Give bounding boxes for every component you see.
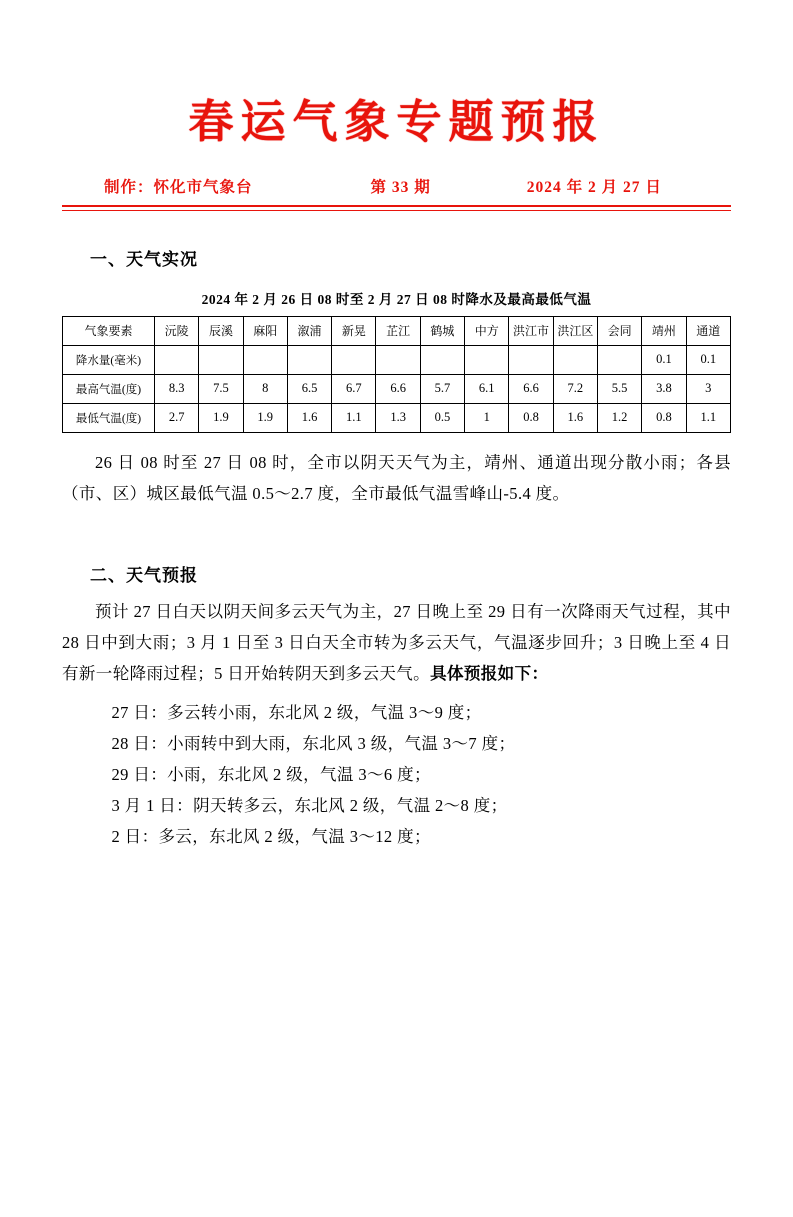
table-cell: 3.8 <box>642 374 686 403</box>
table-header-cell: 鹤城 <box>420 316 464 345</box>
document-page <box>0 95 793 1217</box>
table-header-cell: 溆浦 <box>287 316 331 345</box>
table-cell <box>155 345 199 374</box>
table-header-corner: 气象要素 <box>63 316 155 345</box>
section-heading-weather-forecast: 二、天气预报 <box>90 565 198 585</box>
table-cell <box>509 345 553 374</box>
table-header-cell: 靖州 <box>642 316 686 345</box>
table-cell: 5.7 <box>420 374 464 403</box>
table-row <box>63 345 731 374</box>
table-cell: 0.8 <box>642 403 686 432</box>
table-cell: 0.8 <box>509 403 553 432</box>
observation-paragraph: 26 日 08 时至 27 日 08 时，全市以阴天天气为主，靖州、通道出现分散小雨；各县（市、区）城区最低气温 0.5～2.7 度，全市最低气温雪峰山-5.4 度。 <box>62 452 731 503</box>
section-heading-weather-observation: 一、天气实况 <box>90 249 198 269</box>
table-cell: 6.5 <box>287 374 331 403</box>
table-cell: 1.9 <box>199 403 243 432</box>
table-header-cell: 芷江 <box>376 316 420 345</box>
table-cell: 7.5 <box>199 374 243 403</box>
table-cell <box>465 345 509 374</box>
table-cell: 1.1 <box>332 403 376 432</box>
table-cell: 1.6 <box>553 403 597 432</box>
table-cell: 6.1 <box>465 374 509 403</box>
divider-thick <box>62 205 731 207</box>
table-cell: 0.1 <box>642 345 686 374</box>
table-cell: 1.1 <box>686 403 730 432</box>
table-row <box>63 403 731 432</box>
table-cell <box>376 345 420 374</box>
table-header-cell: 洪江区 <box>553 316 597 345</box>
table-header-cell: 新晃 <box>332 316 376 345</box>
table-cell <box>597 345 641 374</box>
table-cell: 0.1 <box>686 345 730 374</box>
table-header-cell: 中方 <box>465 316 509 345</box>
weather-data-table <box>62 316 731 433</box>
daily-forecast-list <box>62 697 731 852</box>
forecast-intro-paragraph <box>62 596 731 689</box>
table-caption: 2024 年 2 月 26 日 08 时至 2 月 27 日 08 时降水及最高最低气温 <box>201 291 592 307</box>
producer-label: 制作：怀化市气象台 <box>104 179 253 196</box>
forecast-intro-text: 预计 27 日白天以阴天间多云天气为主，27 日晚上至 29 日有一次降雨天气过程，其中 28 日中到大雨；3 月 1 日至 3 日白天全市转为多云天气，气温逐步回升；3 日晚上至 4 日有新一轮降雨过程；5 日开始转阴天到多云天气。 <box>62 601 731 683</box>
table-header-cell: 会同 <box>597 316 641 345</box>
daily-forecast-item: 28 日：小雨转中到大雨，东北风 3 级，气温 3～7 度； <box>111 733 516 753</box>
table-header-cell: 沅陵 <box>155 316 199 345</box>
table-cell: 1.6 <box>287 403 331 432</box>
table-row <box>63 374 731 403</box>
table-cell: 1.2 <box>597 403 641 432</box>
table-cell <box>199 345 243 374</box>
table-header-cell: 麻阳 <box>243 316 287 345</box>
table-cell: 1.9 <box>243 403 287 432</box>
table-cell <box>332 345 376 374</box>
table-cell: 0.5 <box>420 403 464 432</box>
table-cell <box>553 345 597 374</box>
forecast-intro-emphasis: 具体预报如下： <box>430 663 549 683</box>
page-title: 春运气象专题预报 <box>188 97 605 147</box>
daily-forecast-item: 3 月 1 日：阴天转多云，东北风 2 级，气温 2～8 度； <box>111 795 508 815</box>
spacer <box>62 509 731 527</box>
table-header-cell: 辰溪 <box>199 316 243 345</box>
issue-date: 2024 年 2 月 27 日 <box>526 179 662 196</box>
table-cell: 8 <box>243 374 287 403</box>
masthead-meta <box>62 175 731 203</box>
table-row-label: 最低气温(度) <box>63 403 155 432</box>
table-cell <box>287 345 331 374</box>
table-row-label: 最高气温(度) <box>63 374 155 403</box>
issue-number: 第 33 期 <box>370 179 431 196</box>
table-header-cell: 通道 <box>686 316 730 345</box>
table-cell: 7.2 <box>553 374 597 403</box>
table-cell <box>420 345 464 374</box>
table-cell: 5.5 <box>597 374 641 403</box>
table-row-label: 降水量(毫米) <box>63 345 155 374</box>
daily-forecast-item: 2 日：多云，东北风 2 级，气温 3～12 度； <box>111 826 431 846</box>
table-cell: 6.6 <box>509 374 553 403</box>
table-cell: 8.3 <box>155 374 199 403</box>
table-cell: 2.7 <box>155 403 199 432</box>
table-cell: 3 <box>686 374 730 403</box>
divider-thin <box>62 210 731 211</box>
table-header-cell: 洪江市 <box>509 316 553 345</box>
table-cell: 1.3 <box>376 403 420 432</box>
table-cell: 1 <box>465 403 509 432</box>
daily-forecast-item: 27 日：多云转小雨，东北风 2 级，气温 3～9 度； <box>111 702 482 722</box>
table-header-row <box>63 316 731 345</box>
table-cell: 6.6 <box>376 374 420 403</box>
table-cell <box>243 345 287 374</box>
table-cell: 6.7 <box>332 374 376 403</box>
daily-forecast-item: 29 日：小雨，东北风 2 级，气温 3～6 度； <box>111 764 431 784</box>
